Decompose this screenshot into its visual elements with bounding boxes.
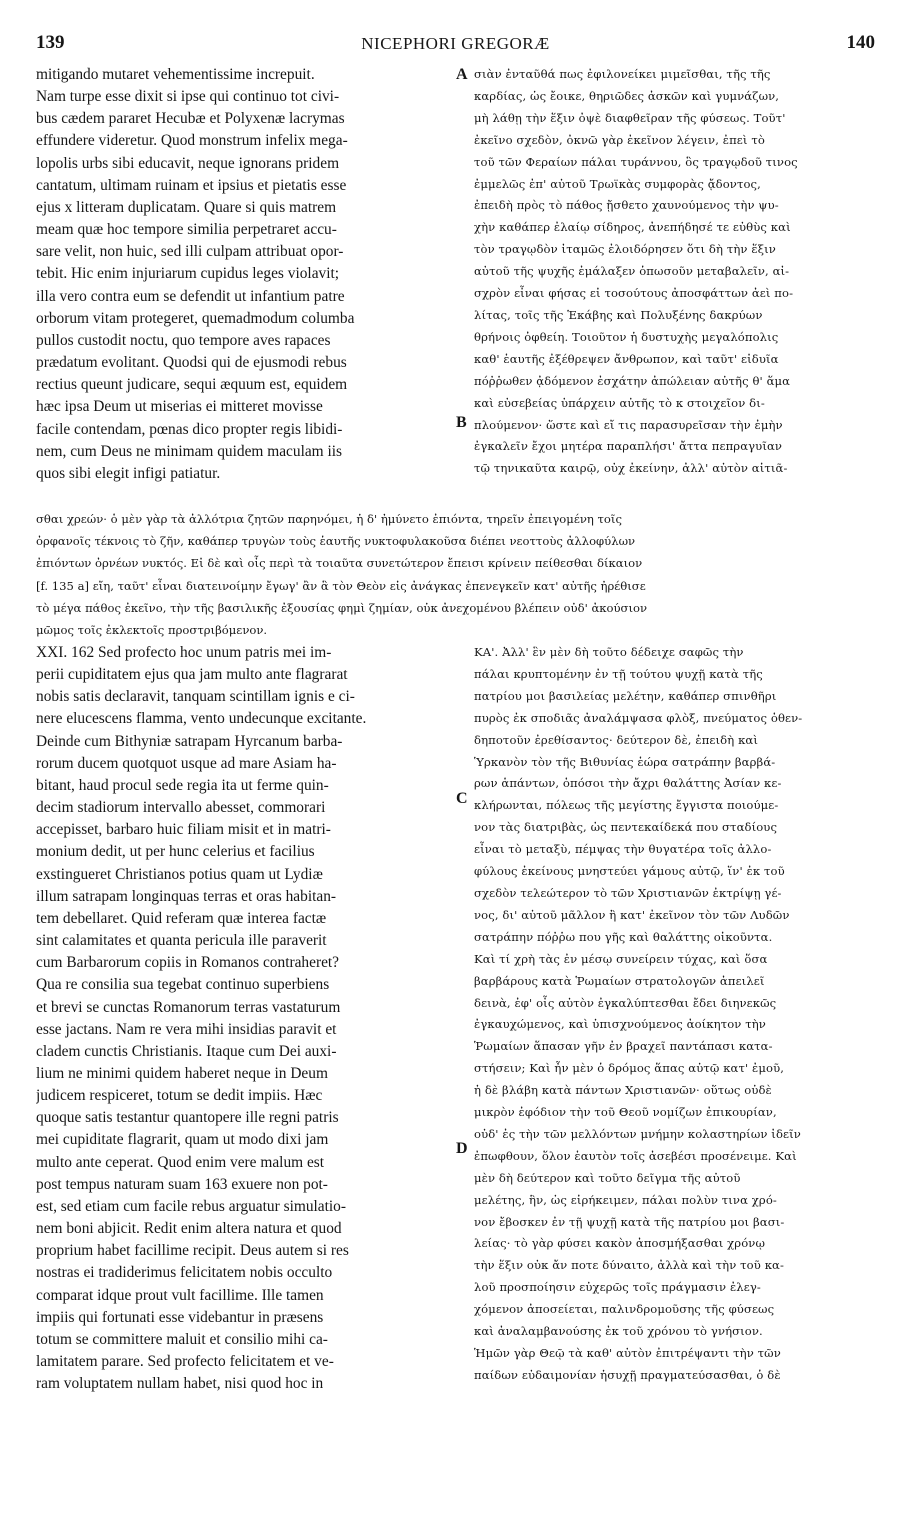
- greek-text-line: πόῤῥωθεν ᾀδόμενον ἐσχάτην ἀπώλειαν αὐτῆς θ' ἅμα: [474, 373, 791, 388]
- page-header: [36, 32, 875, 60]
- latin-text-line: comparat idque prout vult facillime. Ille tamen: [36, 1286, 324, 1304]
- greek-text-line: ἐγκαυχώμενος, καὶ ὑπισχνούμενος ἀοίκητον τὴν: [474, 1017, 766, 1032]
- latin-text-line: esse jactans. Nam re vera mihi insidias paravit et: [36, 1020, 337, 1038]
- page-number-right: 140: [846, 32, 875, 53]
- greek-text-line: ἐπωφθουν, ὅλον ἑαυτὸν τοῖς ἀσεβέσι προσένειμε. Καὶ: [474, 1148, 797, 1163]
- latin-text-line: sare velit, non huic, sed illi culpam attribuat opor-: [36, 243, 344, 261]
- greek-text-line: λείας· τὸ γὰρ φύσει κακὸν ἀποσμήξασθαι χρόνῳ: [474, 1236, 765, 1251]
- latin-text-line: accepisset, barbaro huic filiam misit et in matri-: [36, 821, 331, 839]
- greek-text-line: τοῦ τῶν Φεραίων πάλαι τυράννου, ὃς τραγῳδοῦ τινος: [474, 154, 798, 169]
- greek-text-line: φύλους ἐκείνους μνηστεύει γάμους αὐτῷ, ἵν' ἐκ τοῦ: [474, 864, 785, 879]
- greek-text-line: [f. 135 a] εἴη, ταῦτ' εἶναι διατεινοίμην ἔγωγ' ἂν ἃ τὸν Θεὸν εἰς ἀνάγκας ἐπενεγκεῖν κατ' αὐτῆς ἠρέθισε: [36, 578, 646, 593]
- greek-text-line: τὸ μέγα πάθος ἐκεῖνο, τὴν τῆς βασιλικῆς ἐξουσίας φημὶ ζημίαν, οὐκ ἀνεχομένου βλέπειν οὐδ' ἀκούσιον: [36, 600, 648, 615]
- latin-text-line: Deinde cum Bithyniæ satrapam Hyrcanum barba-: [36, 732, 343, 750]
- greek-text-line: ἐπειδὴ πρὸς τὸ πάθος ᾔσθετο χαυνούμενος τὴν ψυ-: [474, 198, 779, 213]
- greek-text-line: ἐκεῖνο σχεδὸν, ὀκνῶ γὰρ ἐκεῖνον λέγειν, ἐπεὶ τὸ: [474, 132, 765, 147]
- greek-text-line: ἡ δὲ βλάβη κατὰ πάντων Χριστιανῶν· οὕτως οὐδὲ: [474, 1083, 772, 1098]
- latin-text-line: judicem respiceret, totum se dedit impiis. Hæc: [36, 1087, 323, 1105]
- latin-text-line: totum se committere maluit et consilio mihi ca-: [36, 1330, 328, 1348]
- upper-latin-column: [36, 64, 456, 485]
- greek-text-line: μῶμος τοῖς ἐκλεκτοῖς προστριβόμενον.: [36, 623, 268, 638]
- latin-text-line: quos sibi elegit infigi patiatur.: [36, 464, 221, 482]
- latin-text-line: nere elucescens flamma, vento undecunque excitante.: [36, 710, 367, 728]
- latin-text-line: nostras ei tradiderimus felicitatem nobis occulto: [36, 1264, 333, 1282]
- greek-text-line: εἶναι τὸ μεταξὺ, πέμψας τὴν θυγατέρα τοῖς ἀλλο-: [474, 842, 772, 857]
- greek-text-line: τὸν τραγῳδὸν ἰταμῶς ἐλοιδόρησεν ὅτι δὴ τὴν ἕξιν: [474, 242, 776, 257]
- greek-text-line: μὲν δὴ δεύτερον καὶ τοῦτο δεῖγμα τῆς αὐτοῦ: [474, 1170, 741, 1185]
- greek-text-line: δηποτοῦν ἐρεθίσαντος· δεύτερον δὲ, ἐπειδὴ καὶ: [474, 732, 759, 747]
- greek-text-line: καρδίας, ὡς ἔοικε, θηριῶδες ἀσκῶν καὶ γυμνάζων,: [474, 88, 780, 103]
- greek-text-line: πατρίου μοι βασιλείας μελέτην, καθάπερ σπινθῆρι: [474, 688, 777, 703]
- latin-text-line: impiis qui fortunati esse videbantur in præsens: [36, 1308, 324, 1326]
- latin-text-line: nobis satis declaravit, tanquam scintillam ignis e ci-: [36, 688, 355, 706]
- latin-text-line: XXI. 162 Sed profecto hoc unum patris mei im-: [36, 644, 332, 661]
- greek-text-line: ἐγκαλεῖν ἔχοι μητέρα παραπλήσι' ἄττα πεπραγυῖαν: [474, 439, 783, 454]
- latin-text-line: effundere videretur. Quod monstrum infelix mega-: [36, 132, 348, 150]
- greek-text-line: μὴ λάθῃ τὴν ἕξιν ὀψὲ διαφθεῖραν τῆς φύσεως. Τοῦτ': [474, 110, 786, 125]
- greek-text-line: νον ἔβοσκεν ἐν τῇ ψυχῇ κατὰ τῆς πατρίου μοι βασι-: [474, 1214, 785, 1229]
- greek-text-line: Καὶ τί χρὴ τὰς ἐν μέσῳ συνείρειν τύχας, καὶ ὅσα: [474, 951, 768, 966]
- latin-text-line: rectius queunt judicare, sequi æquum est, equidem: [36, 376, 348, 394]
- greek-text-line: ἐπιόντων ὀρνέων νυκτός. Εἰ δὲ καὶ οἷς περὶ τὰ τοιαῦτα συνετώτερον ἔπεισι κρίνειν πείθεσθαι δίκαιον: [36, 556, 643, 571]
- margin-letter-a: A: [456, 66, 468, 83]
- greek-text-line: τὴν ἕξιν οὐκ ἄν ποτε δύναιτο, ἀλλὰ καὶ τὴν τοῦ κα-: [474, 1258, 784, 1273]
- greek-text-line: σχεδὸν τελεώτερον τὸ τῶν Χριστιανῶν ἐκτρίψῃ γέ-: [474, 885, 782, 900]
- greek-text-line: λοῦ προσποίησιν εὐχερῶς τοῖς πράγμασιν ἐλεγ-: [474, 1280, 761, 1295]
- latin-text-line: lopolis urbs sibi educavit, neque ignorans pridem: [36, 154, 340, 172]
- greek-text-line: χὴν καθάπερ ἐλαίῳ σίδηρος, ἀνεπήδησέ τε εὐθὺς καὶ: [474, 220, 791, 235]
- greek-text-line: μελέτης, ἣν, ὡς εἰρήκειμεν, πάλαι πολὺν τινα χρό-: [474, 1192, 777, 1207]
- greek-text-line: θρήνοις ὀφθείη. Τοιοῦτον ἡ δυστυχὴς μεγαλόπολις: [474, 329, 779, 344]
- greek-text-line: κλήρωνται, πόλεως τῆς μεγίστης ἔγγιστα ποιούμε-: [474, 798, 779, 813]
- greek-text-line: τῷ τηνικαῦτα καιρῷ, οὐχ ἐκείνην, ἀλλ' αὐτὸν αἰτιᾶ-: [474, 461, 788, 476]
- greek-text-line: ρων ἁπάντων, ὁπόσοι τὴν ἄχρι θαλάττης Ἀσίαν κε-: [474, 776, 782, 791]
- latin-text-line: Nam turpe esse dixit si ipse qui continuo tot civi-: [36, 88, 340, 106]
- latin-text-line: bus cædem pararet Hecubæ et Polyxenæ lacrymas: [36, 110, 345, 128]
- greek-text-line: καὶ ἀναλαμβανούσης ἐκ τοῦ χρόνου τὸ γνήσιον.: [474, 1324, 763, 1339]
- greek-text-line: ἐμμελῶς ἐπ' αὐτοῦ Τρωϊκὰς συμφορὰς ᾄδοντος,: [474, 176, 761, 191]
- margin-letter-b: B: [456, 414, 467, 431]
- greek-text-line: καθ' ἑαυτῆς ἐξέθρεψεν ἄνθρωπον, καὶ ταῦτ' εἰδυῖα: [474, 351, 779, 366]
- latin-text-line: et brevi se cunctas Romanorum terras vastaturum: [36, 998, 341, 1016]
- greek-text-line: σιὰν ἐνταῦθά πως ἐφιλονείκει μιμεῖσθαι, τῆς τῆς: [474, 67, 771, 81]
- greek-text-line: πάλαι κρυπτομένην ἐν τῇ τούτου ψυχῇ κατὰ τῆς: [474, 666, 763, 681]
- greek-text-line: νος, δι' αὐτοῦ μᾶλλον ἢ κατ' ἐκεῖνον τὸν τῶν Λυδῶν: [474, 907, 790, 922]
- latin-text-line: cantatum, ultimam ruinam et ipsius et pietatis esse: [36, 176, 347, 194]
- latin-text-line: nem, cum Deus ne minimam quidem maculam iis: [36, 442, 343, 460]
- greek-text-line: παίδων εὐδαιμονίαν ἡσυχῇ πραγματεύσασθαι, ὁ δὲ: [474, 1367, 781, 1382]
- latin-text-line: lamitatem parare. Sed profecto felicitatem et ve-: [36, 1353, 334, 1370]
- greek-text-line: στήσειν; Καὶ ἦν μὲν ὁ δρόμος ἅπας αὐτῷ κατ' ἐμοῦ,: [474, 1061, 785, 1076]
- latin-text-line: illum satrapam longinquas terras et oras habitan-: [36, 887, 337, 905]
- latin-text-line: mei cupiditate flagrarit, quam ut modo dixi jam: [36, 1131, 329, 1149]
- latin-text-line: hæc ipsa Deum ut miserias ei mitteret movisse: [36, 398, 323, 416]
- latin-text-line: multo ante ceperat. Quod enim vere malum est: [36, 1153, 325, 1171]
- greek-text-line: σατράπην πόῤῥω που γῆς καὶ θαλάττης οἰκοῦντα.: [474, 929, 773, 944]
- latin-text-line: tem debellaret. Quid referam quæ interea factæ: [36, 909, 327, 927]
- latin-text-line: rorum ducem quotquot usque ad mare Asiam ha-: [36, 754, 337, 772]
- greek-text-line: ΚΑ'. Ἀλλ' ἓν μὲν δὴ τοῦτο δέδειχε σαφῶς τὴν: [474, 645, 744, 659]
- latin-text-line: meam quæ hoc tempore similia perpetraret accu-: [36, 221, 337, 239]
- greek-text-line: καὶ εὐσεβείας ὑπάρχειν αὐτῆς τὸ κ στοιχεῖον δι-: [474, 395, 765, 410]
- greek-text-line: βαρβάρους κατὰ Ῥωμαίων στρατολογῶν ἀπειλεῖ: [474, 973, 765, 988]
- latin-text-line: cum Barbarorum copiis in Romanos contraheret?: [36, 954, 340, 972]
- latin-text-line: mitigando mutaret vehementissime increpuit.: [36, 66, 315, 83]
- margin-letter-c: C: [456, 790, 468, 807]
- latin-text-line: ejus x litteram duplicatam. Quare si quis matrem: [36, 198, 337, 216]
- latin-text-line: nem boni abjicit. Redit enim altera natura et quod: [36, 1220, 342, 1238]
- latin-text-line: Qua re consilia sua tegebat continuo superbiens: [36, 976, 330, 994]
- latin-text-line: post tempus naturam suam 163 exuere non pot-: [36, 1175, 328, 1193]
- greek-text-line: νον τὰς διατριβὰς, ὡς πεντεκαίδεκά που σταδίους: [474, 820, 778, 835]
- greek-text-line: σχρὸν εἶναι φήσας εἰ τοσούτους ἀποσφάττων ἀεὶ πο-: [474, 286, 794, 301]
- greek-text-line: σθαι χρεών· ὁ μὲν γὰρ τὰ ἀλλότρια ζητῶν παρηνόμει, ἡ δ' ἠμύνετο ἐπιόντα, τηρεῖν ἐπειγομένη τοῖς: [36, 512, 622, 526]
- full-width-greek-block: [36, 508, 886, 641]
- greek-text-line: δεινὰ, ἐφ' οἷς αὐτὸν ἐγκαλύπτεσθαι ἔδει διηνεκῶς: [474, 995, 777, 1010]
- greek-text-line: οὐδ' ἐς τὴν τῶν μελλόντων μνήμην κολαστηρίων ἰδεῖν: [474, 1126, 801, 1141]
- greek-text-line: λίτας, τοῖς τῆς Ἑκάβης καὶ Πολυξένης δακρύων: [474, 307, 763, 322]
- latin-text-line: illa vero contra eum se defendit ut infantium patre: [36, 287, 345, 305]
- latin-text-line: bitant, haud procul sede regia ita ut ferme quin-: [36, 776, 329, 794]
- latin-text-line: lium ne minimi quidem haberet neque in Deum: [36, 1064, 328, 1082]
- greek-text-line: πυρὸς ἐκ σποδιᾶς ἀναλάμψασα φλὸξ, πνεύματος ὁθεν-: [474, 710, 803, 725]
- lower-latin-column: [36, 642, 456, 1395]
- greek-text-line: Ῥωμαίων ἅπασαν γῆν ἐν βραχεῖ παντάπασι κατα-: [474, 1039, 773, 1054]
- greek-text-line: χόμενον ἀποσείεται, παλινδρομοῦσης τῆς φύσεως: [474, 1302, 775, 1317]
- latin-text-line: sint calamitates et quanta pericula ille paraverit: [36, 932, 327, 950]
- page-number-left: 139: [36, 32, 65, 53]
- latin-text-line: decim stadiorum intervallo abesset, commorari: [36, 799, 326, 817]
- greek-text-line: μικρὸν ἐφόδιον τὴν τοῦ Θεοῦ νομίζων ἐπικουρίαν,: [474, 1105, 777, 1120]
- latin-text-line: prædatum evolitant. Quodsi qui de ejusmodi rebus: [36, 354, 347, 372]
- running-title: NICEPHORI GREGORÆ: [361, 34, 550, 53]
- lower-greek-column: [474, 642, 882, 1387]
- greek-text-line: πλούμενον· ὥστε καὶ εἴ τις παρασυρεῖσαν τὴν ἐμὴν: [474, 417, 783, 432]
- latin-text-line: orborum vitam protegeret, quemadmodum columba: [36, 309, 355, 327]
- upper-greek-column: [474, 64, 882, 480]
- latin-text-line: ram voluptatem nullam habet, nisi quod hoc in: [36, 1375, 324, 1393]
- greek-text-line: Ὑρκανὸν τὸν τῆς Βιθυνίας ἑώρα σατράπην βαρβά-: [474, 754, 776, 769]
- latin-text-line: facile contendam, pœnas dico propter regis libidi-: [36, 420, 343, 438]
- latin-text-line: proprium habet facillime recipit. Deus autem si res: [36, 1242, 349, 1260]
- latin-text-line: cladem cunctis Christianis. Itaque cum Dei auxi-: [36, 1042, 337, 1060]
- latin-text-line: monium dedit, ut per hunc celerius et facilius: [36, 843, 315, 861]
- greek-text-line: αὐτοῦ τῆς ψυχῆς ἐμάλαξεν ὁπωσοῦν μεταβαλεῖν, αἰ-: [474, 264, 790, 279]
- greek-text-line: ὀρφανοῖς τέκνοις τὸ ζῆν, καθάπερ τρυγὼν τοὺς ἑαυτῆς νυκτοφυλακοῦσα διέπει νεοττοὺς ἀλλοφύλων: [36, 534, 636, 549]
- latin-text-line: exstingueret Christianos potius quam ut Lydiæ: [36, 865, 323, 883]
- margin-letter-d: D: [456, 1140, 468, 1157]
- latin-text-line: est, sed etiam cum facile rebus arguatur simulatio-: [36, 1197, 346, 1215]
- greek-text-line: Ἡμῶν γὰρ Θεῷ τὰ καθ' αὑτὸν ἐπιτρέψαντι τὴν τῶν: [474, 1346, 781, 1360]
- latin-text-line: pullos custodit noctu, quo tempore aves rapaces: [36, 331, 331, 349]
- latin-text-line: quoque satis testantur quantopere ille regni patris: [36, 1109, 339, 1127]
- latin-text-line: tebit. Hic enim injuriarum cupidus leges violavit;: [36, 265, 340, 283]
- latin-text-line: perii cupiditatem ejus qua jam multo ante flagrarat: [36, 666, 348, 684]
